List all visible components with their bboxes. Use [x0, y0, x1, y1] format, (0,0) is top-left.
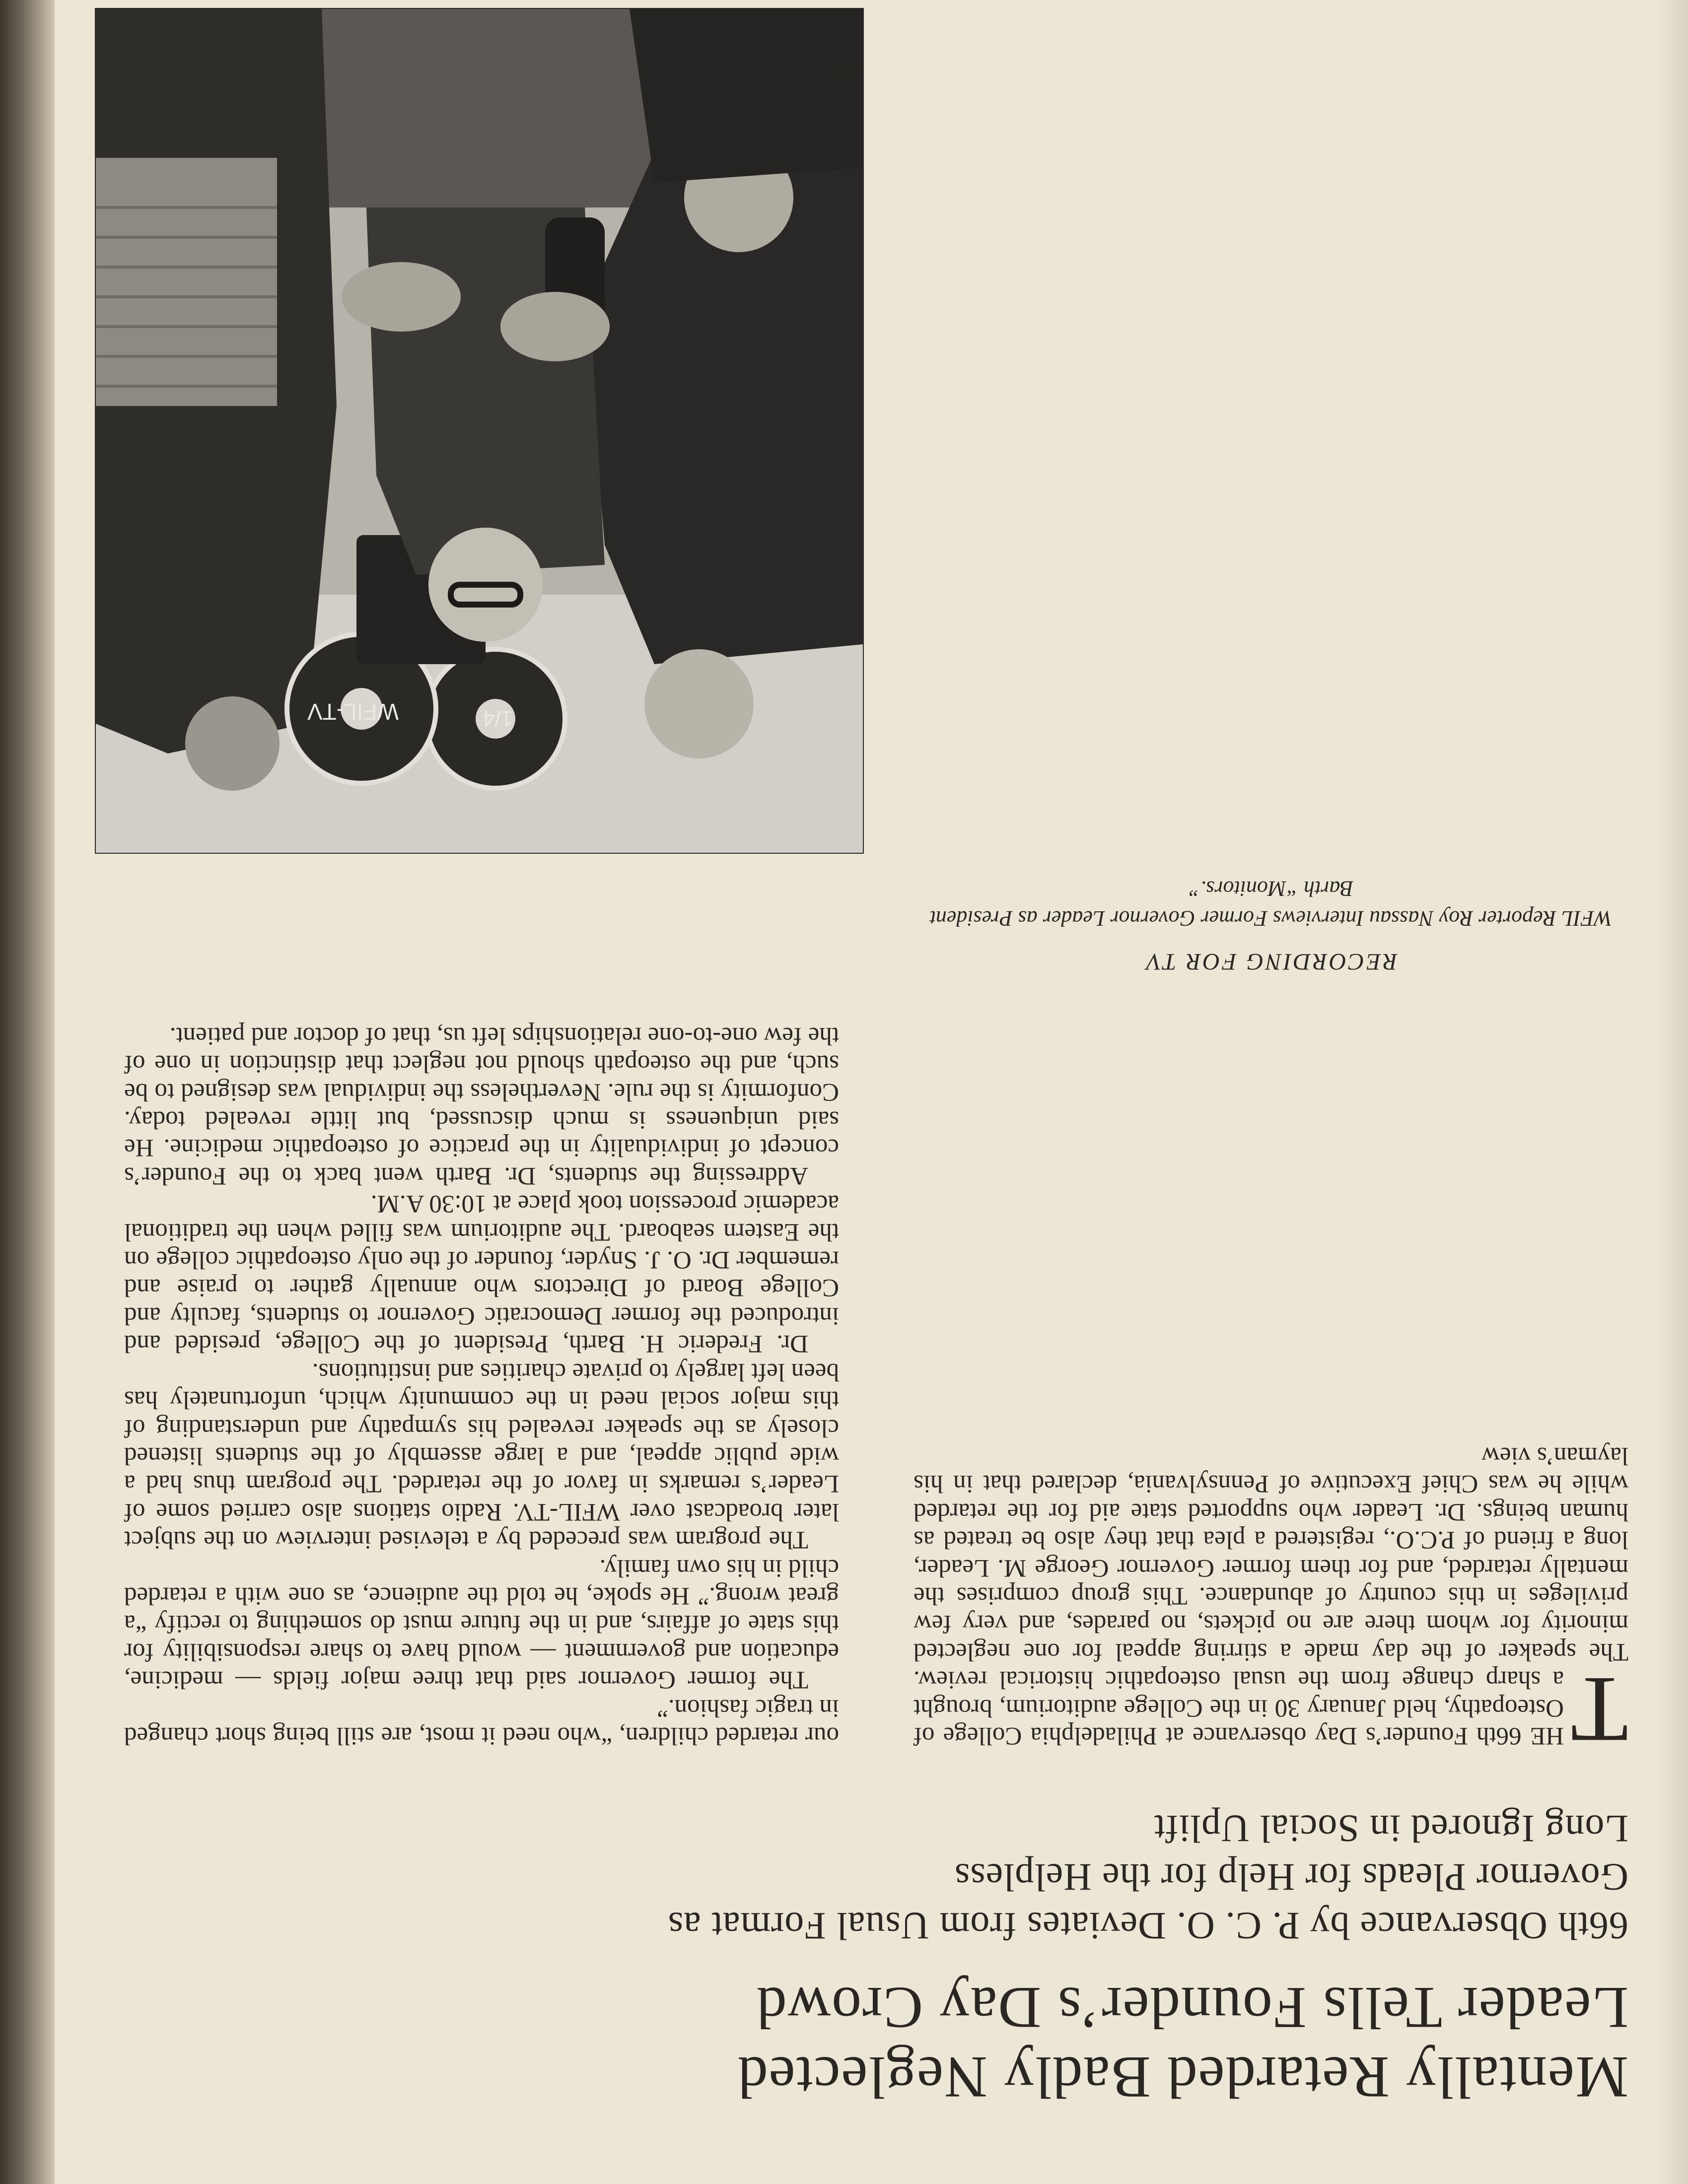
article-paragraph-4: Dr. Frederic H. Barth, President of the College, presided and introduced the former Democratic Governor to students, faculty and College Board of Directors who annually gather to praise and remember Dr. O. J. Snyder, founder of the only osteopathic college on the Eastern seaboard. The auditorium was filled when the traditional academic procession took place at 10:30 A.M.	[124, 1190, 839, 1358]
paragraph-1-text: HE 66th Founder’s Day observance at Philadelphia College of Osteopathy, held January 30 in the College auditorium, brought a sharp change from the usual osteopathic historical review. The speaker of the day made a stirring appeal for one neglected minority for whom there are no pickets, no parades, and very few privileges in this country of abundance. This group comprises the mentally retarded, and for them former Governor George M. Leader, long a friend of P.C.O., registered a plea that they also be treated as human beings. Dr. Leader who supported state aid for the retarded while he was Chief Executive of Pennsylvania, declared that in his layman’s view	[914, 1441, 1628, 1750]
article-paragraph-2: The former Governor said that three major fields — medicine, education and government — would have to share responsibility for this state of affairs, and in the future must do something to rectify “a great wrong.” He spoke, he told the audience, as one with a retarded child in his own family.	[124, 1554, 839, 1694]
drop-cap: T	[1570, 1657, 1628, 1762]
reel-label-quarter: 1/4	[482, 706, 513, 731]
article-paragraph-3: The program was preceded by a televised interview on the subject later broadcast over WFIL-TV. Radio stations also carried some of Leader’s remarks in favor of the retarded. The program thus had a wide public appeal, and a large assembly of the students listened closely as the speaker revealed his sympathy and understanding of this major social need in the community which, unfortunately has been left largely to private charities and institutions.	[124, 1358, 839, 1554]
page-edge-shadow	[1658, 0, 1688, 2184]
cameraman-head	[185, 696, 280, 791]
article-column-left	[914, 1441, 1628, 1762]
subheadline-line-2: Governor Pleads for Help for the Helpless	[954, 1856, 1628, 1899]
monitor-man-figure	[630, 9, 863, 183]
recording-for-tv-photo	[95, 8, 864, 854]
reporter-head	[644, 649, 754, 758]
subheadline-line-3: Long Ignored in Social Uplift	[1153, 1807, 1628, 1850]
headline-line-2: Leader Tells Founder’s Day Crowd	[756, 1975, 1628, 2041]
headline-line-1: Mentally Retarded Badly Neglected	[737, 2045, 1628, 2111]
subheadline-line-1: 66th Observance by P. C. O. Deviates from Usual Format as	[667, 1905, 1628, 1948]
paragraph-1-continued: our retarded children, “who need it most, are still being short changed in tragic fashion.”	[124, 1694, 839, 1750]
photo-caption-title: RECORDING FOR TV	[1144, 949, 1398, 975]
photo-caption-text: WFIL Reporter Roy Nassau Interviews Former Governor Leader as President Barth “Monitors.”	[929, 877, 1613, 931]
article-paragraph-1	[914, 1441, 1628, 1762]
reel-label-wfil: WFIL-TV	[307, 699, 399, 725]
binding-gutter	[0, 0, 55, 2184]
article-paragraph-5: Addressing the students, Dr. Barth went back to the Founder’s concept of individuality in the practice of osteopathic medicine. He said uniqueness is much discussed, but little revealed today. Conformity is the rule. Nevertheless the individual was designed to be such, and the osteopath should not neglect that distinction in one of the few one-to-one relationships left us, that of doctor and patient.	[124, 1022, 839, 1190]
page-number: 24	[830, 58, 858, 89]
article-column-right	[124, 1022, 839, 1750]
